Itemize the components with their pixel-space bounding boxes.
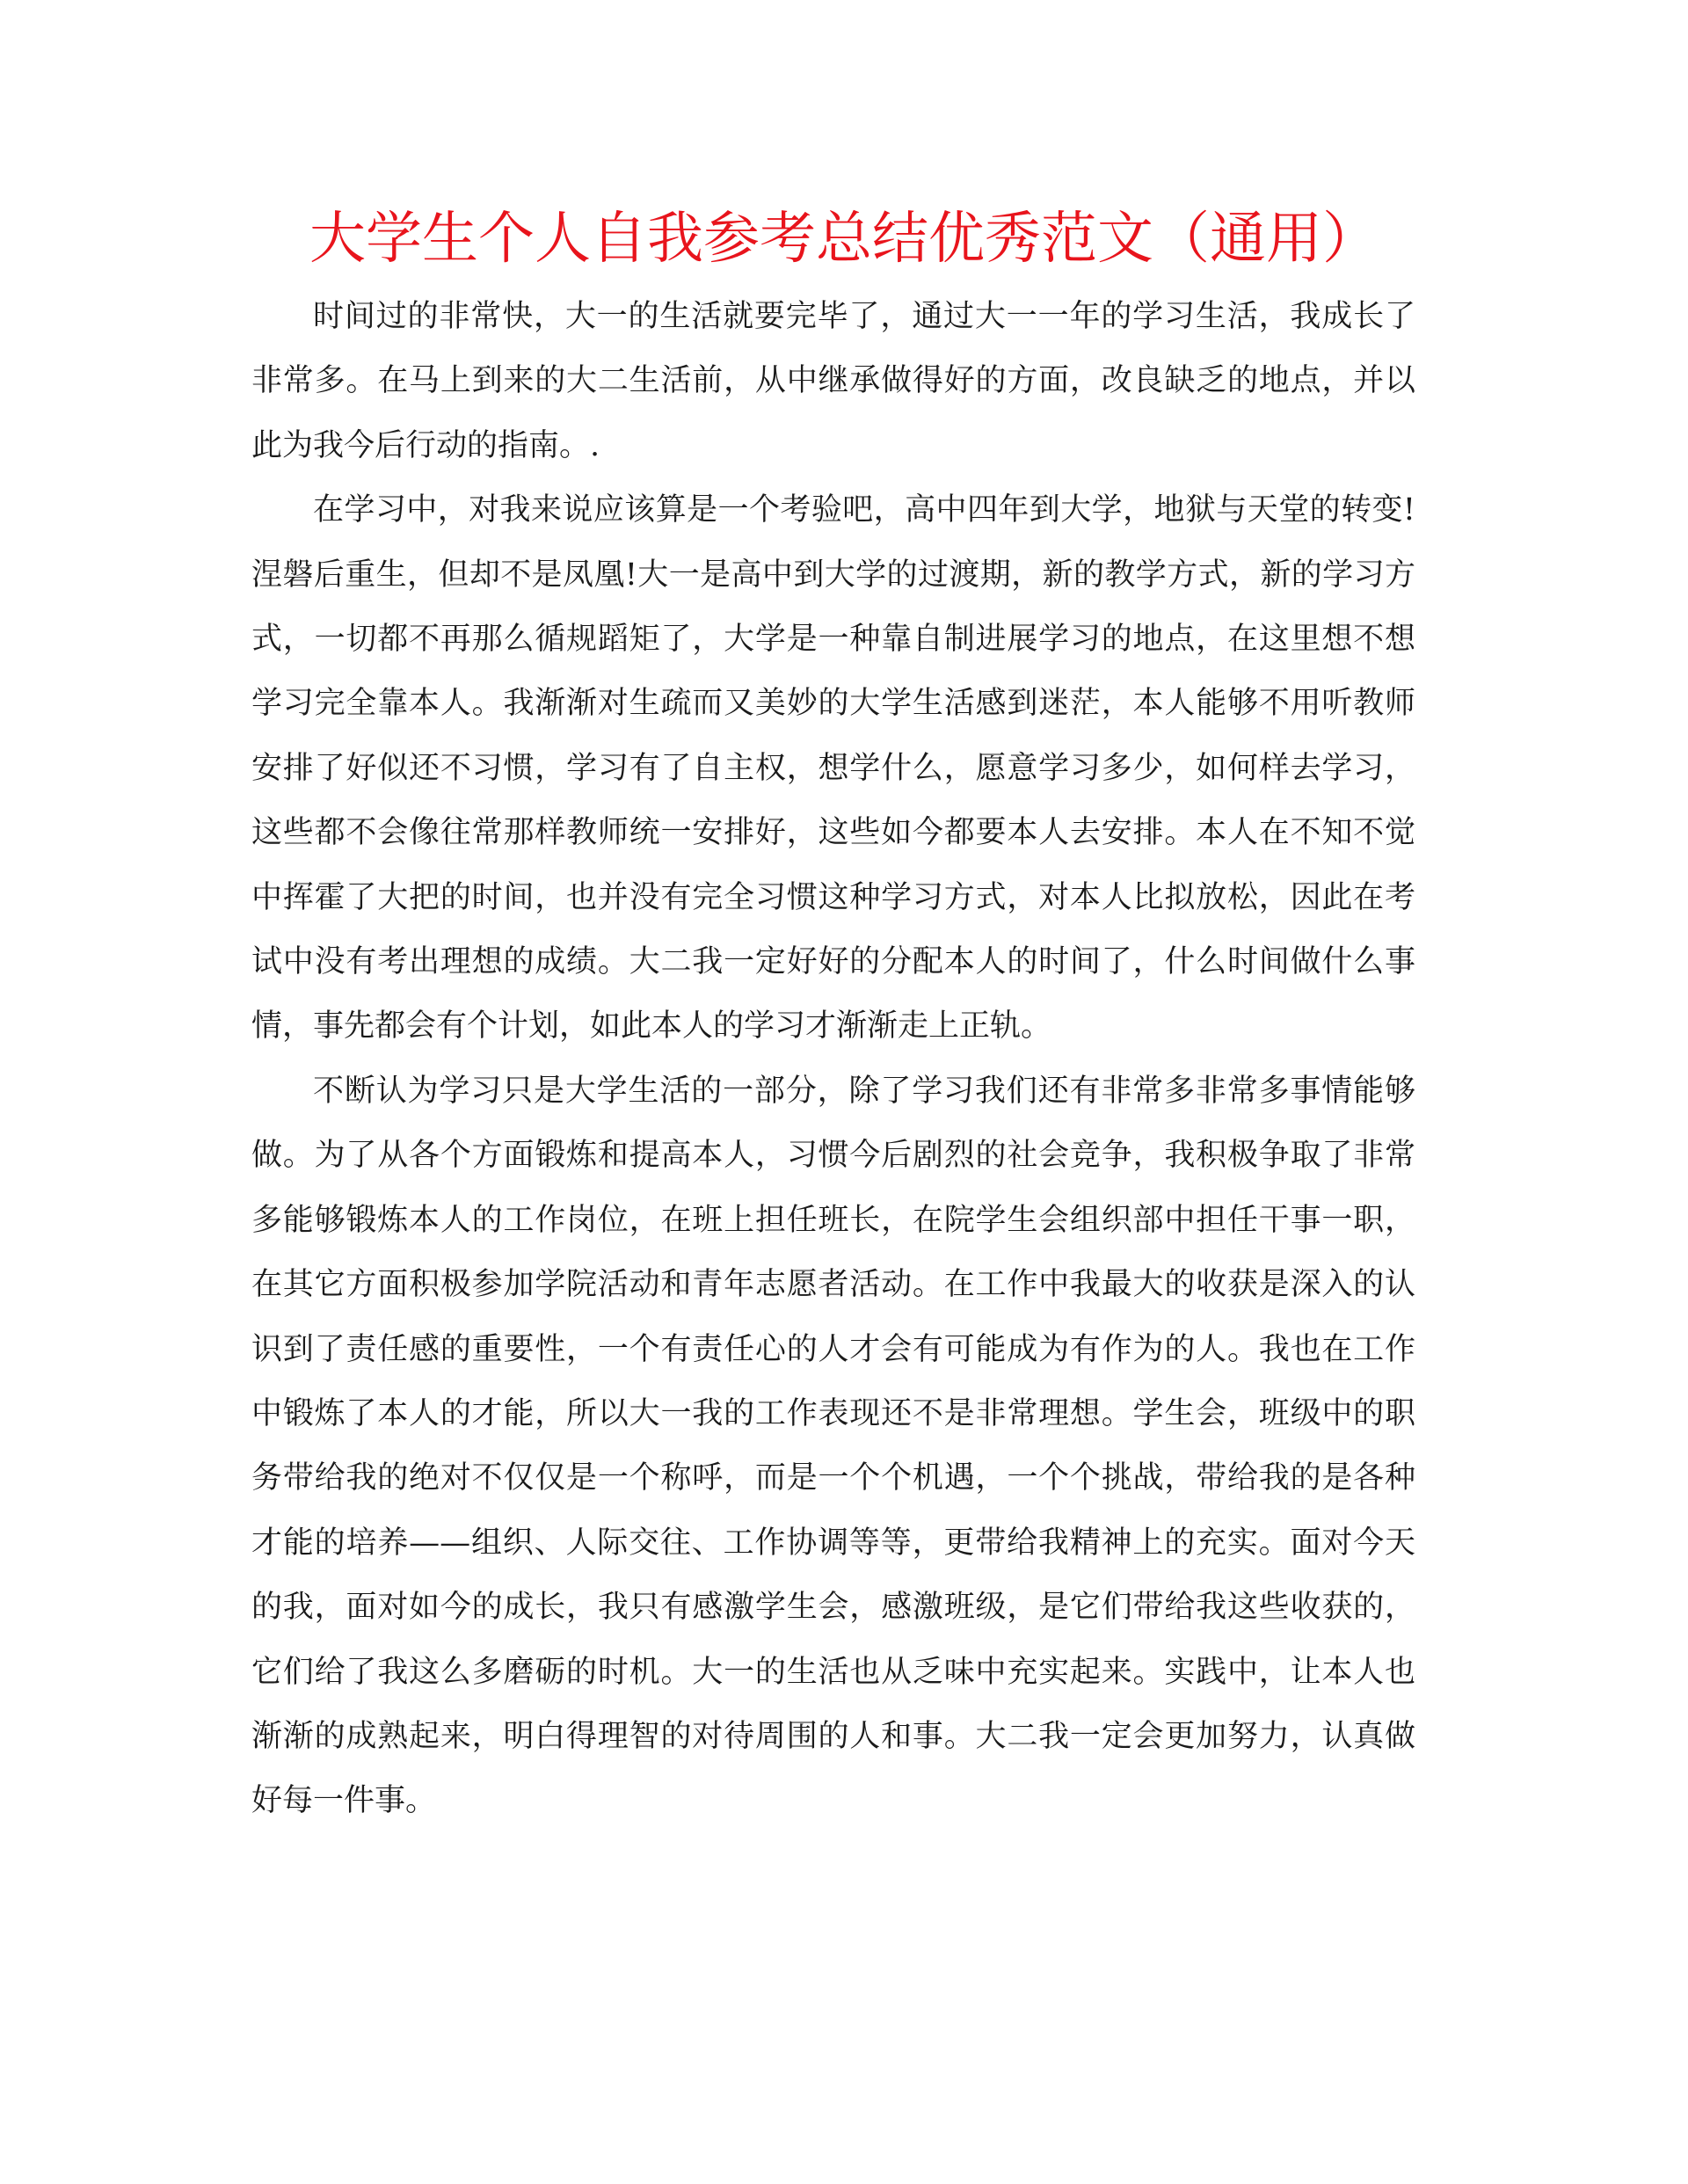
document-body [251,285,1415,1834]
paragraph-2: 在学习中，对我来说应该算是一个考验吧，高中四年到大学，地狱与天堂的转变!涅磐后重生，但却不是凤凰!大一是高中到大学的过渡期，新的教学方式，新的学习方式，一切都不再那么循规蹈矩了，大学是一种靠自制进展学习的地点，在这里想不想学习完全靠本人。我渐渐对生疏而又美妙的大学生活感到迷茫，本人能够不用听教师安排了好似还不习惯，学习有了自主权，想学什么，愿意学习多少，如何样去学习，这些都不会像往常那样教师统一安排好，这些如今都要本人去安排。本人在不知不觉中挥霍了大把的时间，也并没有完全习惯这种学习方式，对本人比拟放松，因此在考试中没有考出理想的成绩。大二我一定好好的分配本人的时间了，什么时间做什么事情，事先都会有个计划，如此本人的学习才渐渐走上正轨。 [251,492,1415,1045]
paragraph-3: 不断认为学习只是大学生活的一部分，除了学习我们还有非常多非常多事情能够做。为了从各个方面锻炼和提高本人，习惯今后剧烈的社会竞争，我积极争取了非常多能够锻炼本人的工作岗位，在班上担任班长，在院学生会组织部中担任干事一职，在其它方面积极参加学院活动和青年志愿者活动。在工作中我最大的收获是深入的认识到了责任感的重要性，一个有责任心的人才会有可能成为有作为的人。我也在工作中锻炼了本人的才能，所以大一我的工作表现还不是非常理想。学生会，班级中的职务带给我的绝对不仅仅是一个称呼，而是一个个机遇，一个个挑战，带给我的是各种才能的培养——组织、人际交往、工作协调等等，更带给我精神上的充实。面对今天的我，面对如今的成长，我只有感激学生会，感激班级，是它们带给我这些收获的，它们给了我这么多磨砺的时机。大一的生活也从乏味中充实起来。实践中，让本人也渐渐的成熟起来，明白得理智的对待周围的人和事。大二我一定会更加努力，认真做好每一件事。 [251,1073,1415,1819]
document-title: 大学生个人自我参考总结优秀范文（通用） [309,207,1379,272]
paragraph-1: 时间过的非常快，大一的生活就要完毕了，通过大一一年的学习生活，我成长了非常多。在马上到来的大二生活前，从中继承做得好的方面，改良缺乏的地点，并以此为我今后行动的指南。. [251,299,1415,463]
